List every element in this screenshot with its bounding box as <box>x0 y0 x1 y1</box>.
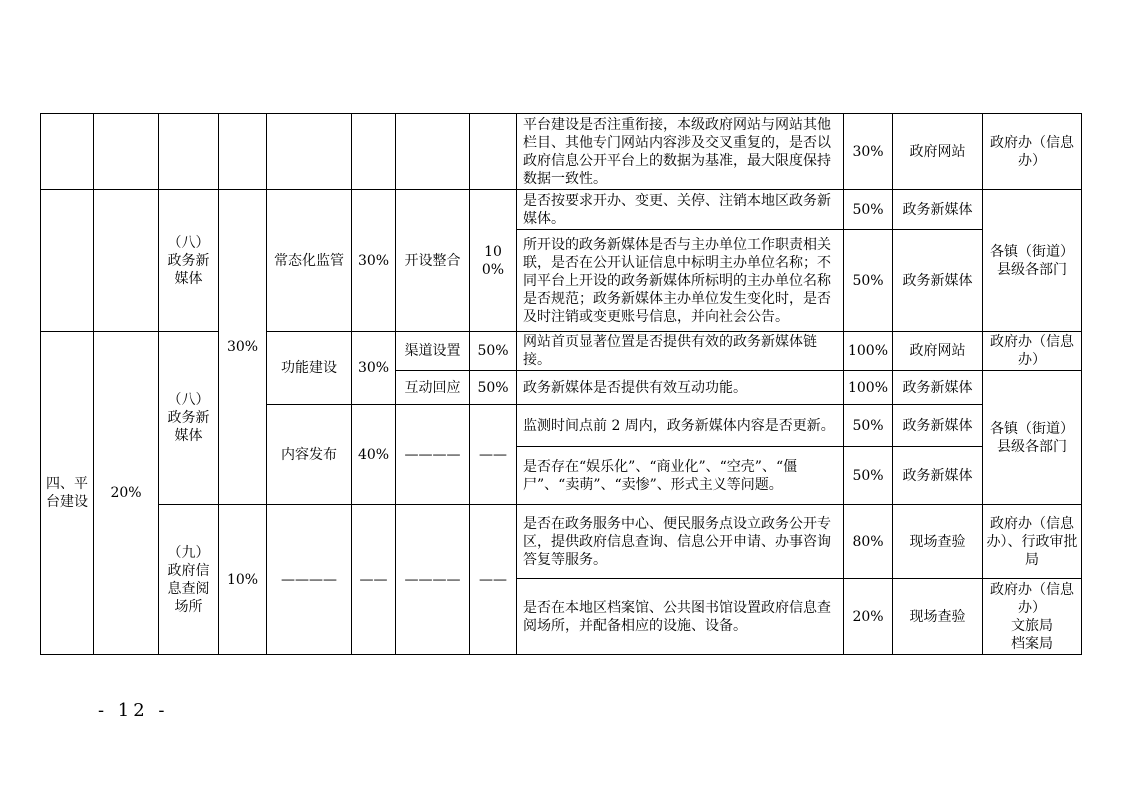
blank-cell <box>159 114 219 190</box>
item-weight-dash: —— <box>352 505 396 655</box>
blank-cell <box>352 114 396 190</box>
item-name: 常态化监管 <box>267 190 352 332</box>
subcategory-name: （八）政务新媒体 <box>159 190 219 332</box>
item-weight: 40% <box>352 405 396 505</box>
assessment-method: 政府网站 <box>893 114 983 190</box>
point-weight: 100% <box>470 190 517 332</box>
blank-cell <box>470 114 517 190</box>
criterion-weight: 50% <box>844 230 893 332</box>
subcategory-name: （八）政务新媒体 <box>159 332 219 505</box>
criterion-weight: 80% <box>844 505 893 579</box>
category-name: 四、平台建设 <box>41 332 94 655</box>
subcategory-name: （九）政府信息查阅场所 <box>159 505 219 655</box>
criterion-text: 所开设的政务新媒体是否与主办单位工作职责相关联，是否在公开认证信息中标明主办单位名称；不同平台上开设的政务新媒体所标明的主办单位名称是否规范；政务新媒体主办单位发生变化时，是否及时注销或变更账号信息，并向社会公告。 <box>517 230 844 332</box>
assessment-method: 政务新媒体 <box>893 405 983 447</box>
point-name-dash: ———— <box>396 405 470 505</box>
item-weight: 30% <box>352 332 396 405</box>
responsible-dept: 政府办（信息办） <box>983 332 1082 371</box>
criterion-weight: 20% <box>844 579 893 655</box>
evaluation-table <box>40 113 1082 655</box>
criterion-weight: 50% <box>844 447 893 505</box>
blank-cell <box>219 114 267 190</box>
blank-cell <box>94 114 159 190</box>
criterion-text: 监测时间点前 2 周内，政务新媒体内容是否更新。 <box>517 405 844 447</box>
page-number: - 12 - <box>98 700 169 721</box>
assessment-method: 政务新媒体 <box>893 230 983 332</box>
responsible-dept: 各镇（街道）县级各部门 <box>983 371 1082 505</box>
assessment-method: 现场查验 <box>893 505 983 579</box>
table-row <box>41 332 1082 371</box>
criterion-text: 网站首页显著位置是否提供有效的政务新媒体链接。 <box>517 332 844 371</box>
point-weight: 50% <box>470 371 517 405</box>
criterion-text: 是否在政务服务中心、便民服务点设立政务公开专区，提供政府信息查询、信息公开申请、办事咨询答复等服务。 <box>517 505 844 579</box>
subcategory-weight: 10% <box>219 505 267 655</box>
responsible-dept: 政府办（信息办） 文旅局 档案局 <box>983 579 1082 655</box>
item-name: 功能建设 <box>267 332 352 405</box>
point-weight: 50% <box>470 332 517 371</box>
criterion-text: 政务新媒体是否提供有效互动功能。 <box>517 371 844 405</box>
point-name: 开设整合 <box>396 190 470 332</box>
responsible-dept: 政府办（信息办）、行政审批局 <box>983 505 1082 579</box>
point-name: 互动回应 <box>396 371 470 405</box>
criterion-weight: 100% <box>844 371 893 405</box>
table-row <box>41 114 1082 190</box>
point-name: 渠道设置 <box>396 332 470 371</box>
criterion-text: 是否在本地区档案馆、公共图书馆设置政府信息查阅场所，并配备相应的设施、设备。 <box>517 579 844 655</box>
criterion-weight: 100% <box>844 332 893 371</box>
responsible-dept: 各镇（街道）县级各部门 <box>983 190 1082 332</box>
subcategory-weight: 30% <box>219 190 267 505</box>
responsible-dept: 政府办（信息办） <box>983 114 1082 190</box>
point-weight-dash: —— <box>470 405 517 505</box>
assessment-method: 政务新媒体 <box>893 190 983 230</box>
criterion-weight: 30% <box>844 114 893 190</box>
criterion-weight: 50% <box>844 190 893 230</box>
assessment-method: 政务新媒体 <box>893 371 983 405</box>
blank-cell <box>396 114 470 190</box>
criterion-text: 平台建设是否注重衔接，本级政府网站与网站其他栏目、其他专门网站内容涉及交叉重复的，是否以政府信息公开平台上的数据为基准，最大限度保持数据一致性。 <box>517 114 844 190</box>
item-name: 内容发布 <box>267 405 352 505</box>
item-weight: 30% <box>352 190 396 332</box>
assessment-method: 政务新媒体 <box>893 447 983 505</box>
criterion-weight: 50% <box>844 405 893 447</box>
blank-cell <box>41 114 94 190</box>
category-weight: 20% <box>94 332 159 655</box>
criterion-text: 是否存在“娱乐化”、“商业化”、“空壳”、“僵尸”、“卖萌”、“卖惨”、形式主义等问题。 <box>517 447 844 505</box>
assessment-method: 现场查验 <box>893 579 983 655</box>
point-name-dash: ———— <box>396 505 470 655</box>
item-name-dash: ———— <box>267 505 352 655</box>
assessment-method: 政府网站 <box>893 332 983 371</box>
blank-cell <box>41 190 94 332</box>
point-weight-dash: —— <box>470 505 517 655</box>
criterion-text: 是否按要求开办、变更、关停、注销本地区政务新媒体。 <box>517 190 844 230</box>
table-row <box>41 190 1082 230</box>
blank-cell <box>267 114 352 190</box>
blank-cell <box>94 190 159 332</box>
table-row <box>41 505 1082 579</box>
